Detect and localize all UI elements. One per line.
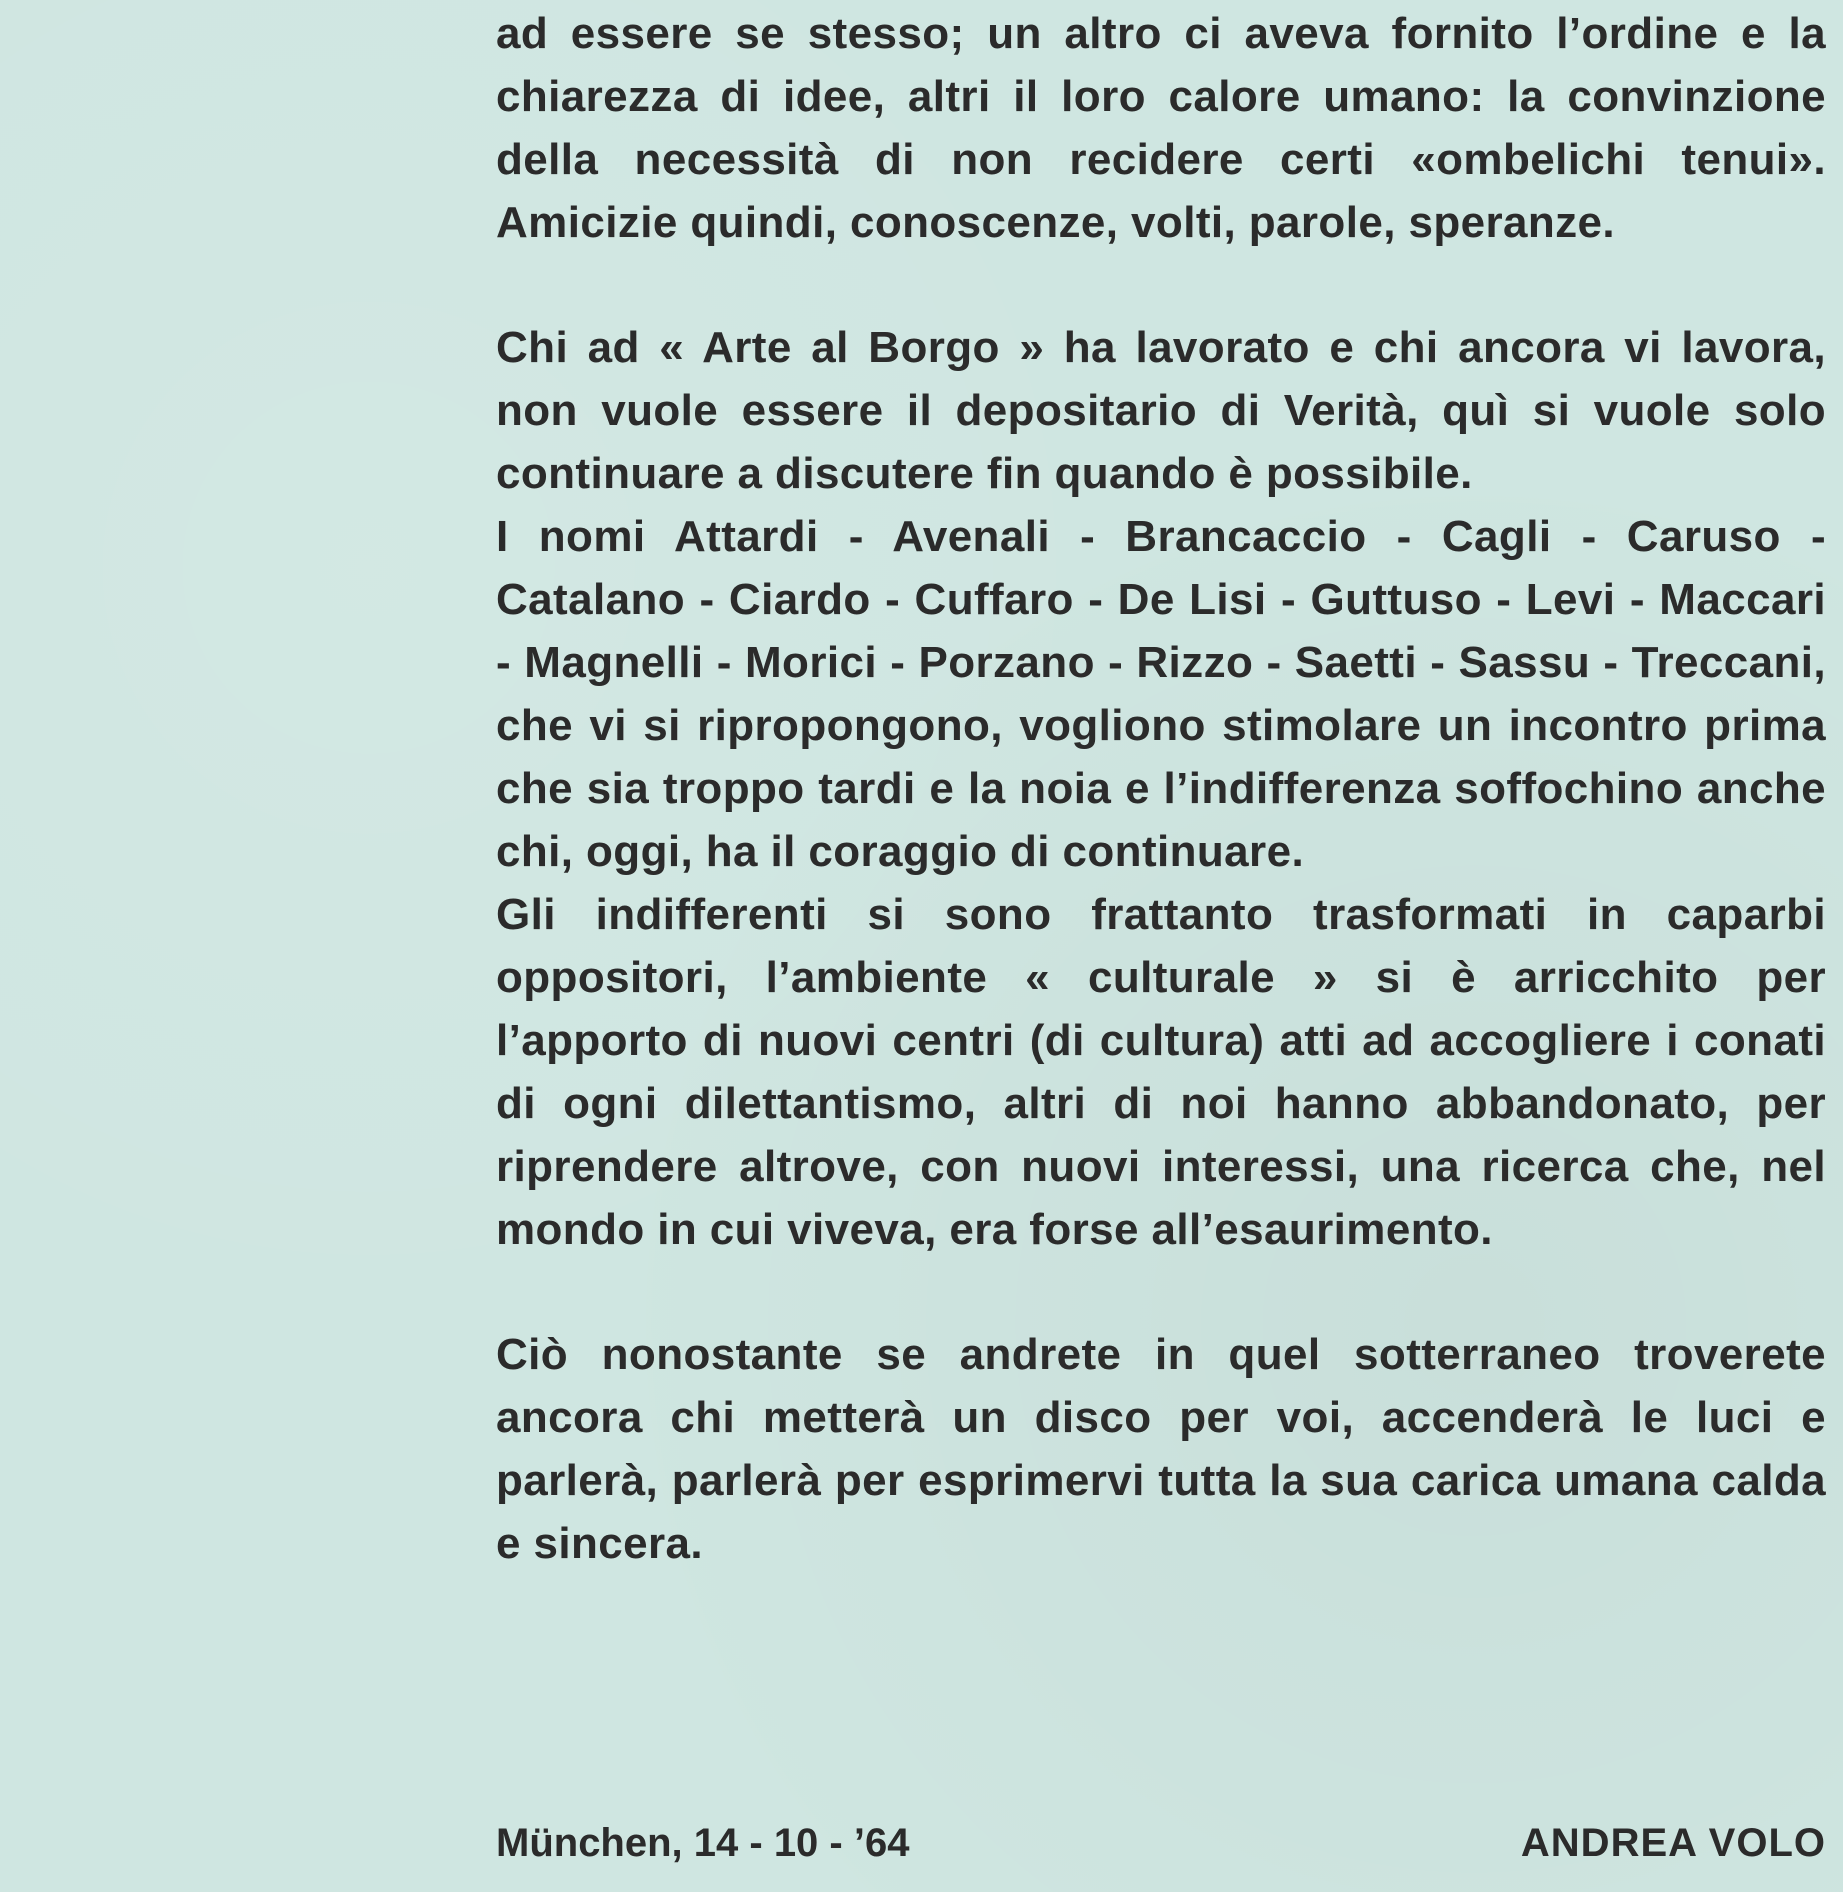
paragraph-gap bbox=[496, 1261, 1826, 1323]
paragraph-gap bbox=[496, 254, 1826, 316]
body-text bbox=[496, 2, 1826, 1575]
paragraph-indifferent: Gli indifferenti si sono frattanto trasformati in caparbi oppositori, l’ambiente « culturale » si è arricchito per l’apporto di nuovi centri (di cultura) atti ad accogliere i conati di ogni dilettantismo, altri di noi hanno abbandonato, per riprendere altrove, con nuovi interessi, una ricerca che, nel mondo in cui viveva, era forse all’esaurimento. bbox=[496, 890, 1826, 1254]
paragraph-friendships: ad essere se stesso; un altro ci aveva fornito l’ordine e la chiarezza di idee, altri il loro calore umano: la convinzione della necessità di non recidere certi «ombelichi tenui». Amicizie quindi, conoscenze, volti, parole, speranze. bbox=[496, 9, 1826, 247]
paragraph-nevertheless: Ciò nonostante se andrete in quel sotterraneo troverete ancora chi metterà un disco per voi, accenderà le luci e parlerà, parlerà per esprimervi tutta la sua carica umana calda e sincera. bbox=[496, 1330, 1826, 1568]
author-name: ANDREA VOLO bbox=[1520, 1821, 1826, 1865]
paragraph-artist-names: I nomi Attardi - Avenali - Brancaccio - Cagli - Caruso - Catalano - Ciardo - Cuffaro - De Lisi - Guttuso - Levi - Maccari - Magnelli - Morici - Porzano - Rizzo - Saetti - Sassu - Treccani, che vi si ripropongono, vogliono stimolare un incontro prima che sia troppo tardi e la noia e l’indifferenza soffochino anche chi, oggi, ha il coraggio di continuare. bbox=[496, 512, 1826, 876]
place-date: München, 14 - 10 - ’64 bbox=[496, 1821, 910, 1865]
paragraph-arte-al-borgo: Chi ad « Arte al Borgo » ha lavorato e chi ancora vi lavora, non vuole essere il depositario di Verità, quì si vuole solo continuare a discutere fin quando è possibile. bbox=[496, 323, 1826, 498]
signature-line bbox=[496, 1818, 1826, 1868]
